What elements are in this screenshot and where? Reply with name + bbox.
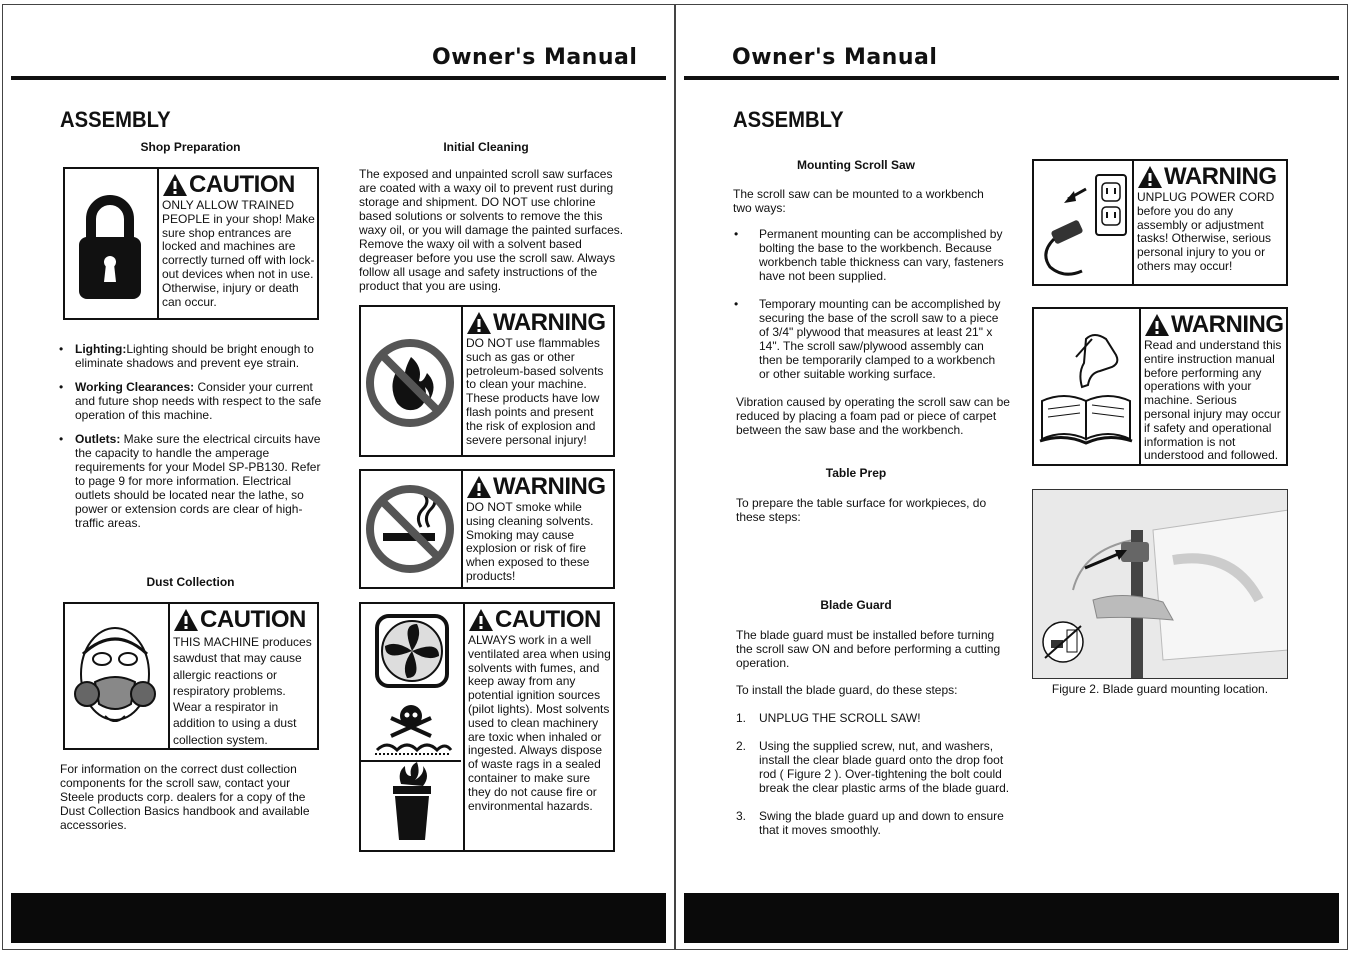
- list-item: • Permanent mounting can be accomplished by bolting the base to the workbench. Because workbench table thickness can vary, fasteners have not been supplied.: [734, 227, 1004, 283]
- warning-text: UNPLUG POWER CORD before you do any assembly or adjustment tasks! Otherwise, serious personal injury to you or others may occur!: [1137, 190, 1275, 273]
- warning-label: WARNING: [1137, 164, 1284, 190]
- caution-box-dust: [63, 602, 319, 750]
- warning-label: WARNING: [466, 310, 611, 336]
- footer-bar: [684, 893, 1339, 943]
- warning-text: DO NOT use flammables such as gas or other petroleum-based solvents to clean your machine. These products have low flash points and present the risk of explosion and severe personal injury!: [466, 336, 604, 447]
- caution-triangle-icon: [173, 608, 199, 632]
- caution-text: ALWAYS work in a well ventilated area when using solvents with fumes, and keep away from any potential ignition sources (pilot lights). Most solvents used to clean machinery are toxic when inhaled or ingested. Always dispose of waste rags in a sealed container to make sure they do not cause fire or environmental hazards.: [468, 633, 611, 813]
- dust-collection-heading: Dust Collection: [146, 575, 235, 589]
- list-item: 1. UNPLUG THE SCROLL SAW!: [736, 711, 921, 725]
- caution-triangle-icon: [162, 173, 188, 197]
- no-fire-icon: [361, 307, 463, 455]
- shop-prep-bullets: [59, 342, 329, 540]
- warning-box-flammables: [359, 305, 615, 457]
- header-rule: [684, 76, 1339, 80]
- list-item: 2. Using the supplied screw, nut, and washers, install the clear blade guard onto the drop foot rod ( Figure 2 ). Over-tightening the bolt could break the clear plastic arms of the blade guard.: [736, 739, 1010, 795]
- table-prep-heading: Table Prep: [825, 466, 887, 480]
- read-manual-icon: [1034, 309, 1141, 464]
- padlock-icon: [65, 169, 159, 318]
- list-item: • Working Clearances: Consider your current and future shop needs with respect to the safe operation of this machine.: [59, 380, 322, 422]
- footer-bar: [11, 893, 666, 943]
- caution-label: CAUTION: [173, 607, 315, 633]
- list-item: • Temporary mounting can be accomplished by securing the base of the scroll saw to a piece of 3/4" plywood that measures at least 21" x 14". The scroll saw/plywood assembly can then be temporarily clamped to a workbench or other suitable working surface.: [734, 297, 1001, 381]
- blade-guard-intro: To install the blade guard, do these steps:: [736, 683, 958, 697]
- warning-label: WARNING: [1144, 312, 1284, 338]
- warning-triangle-icon: [466, 475, 492, 499]
- initial-cleaning-heading: Initial Cleaning: [443, 140, 529, 154]
- figure-2-image: [1032, 489, 1288, 679]
- warning-text: DO NOT smoke while using cleaning solvents. Smoking may cause explosion or risk of fire when exposed to these products!: [466, 500, 594, 583]
- initial-cleaning-paragraph: The exposed and unpainted scroll saw surfaces are coated with a waxy oil to prevent rust during storage and shipment. DO NOT use chlorine based solutions or solvents to remove the this waxy oil, or you will damage the painted surfaces. Remove the waxy oil with a solvent based degreaser before you use the scroll saw. Always follow all usage and safety instructions of the product that you are using.: [359, 167, 624, 293]
- header-rule: [11, 76, 666, 80]
- warning-triangle-icon: [1144, 313, 1170, 337]
- burning-trash-can-icon: [361, 762, 461, 850]
- caution-label: CAUTION: [162, 172, 315, 198]
- no-smoking-icon: [361, 471, 463, 587]
- warning-label: WARNING: [466, 474, 611, 500]
- caution-box-shop: [63, 167, 319, 320]
- table-prep-paragraph: To prepare the table surface for workpieces, do these steps:: [736, 496, 987, 524]
- warning-box-smoking: [359, 469, 615, 589]
- respirator-icon: [65, 604, 170, 748]
- figure-caption: Figure 2. Blade guard mounting location.: [1051, 682, 1269, 696]
- toxic-skull-icon: [361, 696, 461, 758]
- caution-text: THIS MACHINE produces sawdust that may cause allergic reactions or respiratory problems. Wear a respirator in addition to using a dust collection system.: [173, 635, 312, 747]
- unplug-cord-icon: [1034, 161, 1134, 284]
- blade-guard-steps: [736, 711, 1011, 847]
- caution-triangle-icon: [468, 608, 494, 632]
- warning-box-read-manual: [1032, 307, 1288, 466]
- section-title: ASSEMBLY: [733, 107, 844, 132]
- list-item: 3. Swing the blade guard up and down to ensure that it moves smoothly.: [736, 809, 1004, 837]
- header-title: Owner's Manual: [732, 45, 938, 70]
- ventilation-fan-icon: [361, 604, 461, 694]
- mounting-bullets: [734, 227, 1009, 395]
- mounting-intro: The scroll saw can be mounted to a workbench two ways:: [733, 187, 984, 215]
- dust-paragraph: For information on the correct dust collection components for the scroll saw, contact your Steele products corp. dealers for a copy of the Dust Collection Basics handbook and available accessories.: [60, 762, 310, 832]
- left-page: [2, 4, 675, 950]
- caution-label: CAUTION: [468, 607, 611, 633]
- warning-text: Read and understand this entire instruction manual before performing any operations with your machine. Serious personal injury may occur if safety and operational information is not understood and followed.: [1144, 338, 1282, 463]
- section-title: ASSEMBLY: [60, 107, 171, 132]
- blade-guard-heading: Blade Guard: [820, 598, 892, 612]
- blade-guard-paragraph: The blade guard must be installed before turning the scroll saw ON and before performing a cutting operation.: [736, 628, 1001, 670]
- list-item: • Lighting:Lighting should be bright enough to eliminate shadows and prevent eye strain.: [59, 342, 314, 370]
- shop-prep-heading: Shop Preparation: [140, 140, 241, 154]
- warning-triangle-icon: [1137, 165, 1163, 189]
- mounting-heading: Mounting Scroll Saw: [796, 158, 915, 172]
- right-page: [675, 4, 1348, 950]
- caution-text: ONLY ALLOW TRAINED PEOPLE in your shop! Make sure shop entrances are locked and machines are correctly turned off with lock-out devices when not in use. Otherwise, injury or death can occur.: [162, 198, 315, 309]
- vibration-paragraph: Vibration caused by operating the scroll saw can be reduced by placing a foam pad or piece of carpet between the saw base and the workbench.: [736, 395, 1010, 437]
- warning-box-unplug: [1032, 159, 1288, 286]
- header-title: Owner's Manual: [432, 45, 638, 70]
- warning-triangle-icon: [466, 311, 492, 335]
- caution-box-ventilation: [359, 602, 615, 852]
- list-item: • Outlets: Make sure the electrical circuits have the capacity to handle the amperage requirements for your Model SP-PB130. Refer to page 9 for more information. Electrical outlets should be located near the lathe, so power or extension cords are clear of high-traffic areas.: [59, 432, 321, 530]
